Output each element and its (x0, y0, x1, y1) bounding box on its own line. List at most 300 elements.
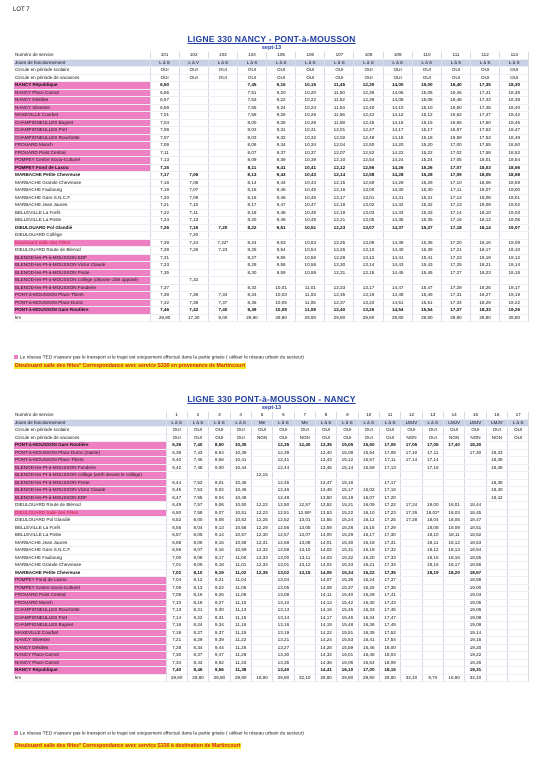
time-cell (422, 607, 443, 615)
time-cell (401, 472, 422, 480)
time-cell: 7,26 (150, 224, 179, 232)
time-cell: 19,16 (465, 637, 486, 645)
time-cell: 14,06 (383, 89, 412, 97)
time-cell (179, 97, 208, 105)
time-cell (486, 547, 507, 555)
time-cell: 12,42 (354, 112, 383, 120)
time-cell: 6,57 (150, 97, 179, 105)
time-cell: 12,59* (294, 509, 315, 517)
time-cell: 8,32 (237, 284, 266, 292)
time-cell: L à S (325, 59, 354, 67)
time-cell: 18,39 (486, 479, 507, 487)
time-cell: 16,50 (441, 104, 470, 112)
time-cell: 13,22 (354, 299, 383, 307)
stop-name: PONT-à-MOUSSON Place Thiers (14, 292, 150, 300)
time-cell: 18,01 (443, 502, 464, 510)
time-cell: 13,01 (294, 517, 315, 525)
table-row (14, 547, 529, 555)
time-cell: 15,51 (337, 629, 358, 637)
table-row (14, 457, 529, 465)
stop-name: MAXEVILLE Courbet (14, 112, 150, 120)
time-cell: 7,31 (150, 254, 179, 262)
time-cell: 10,54 (296, 247, 325, 255)
time-cell (508, 442, 529, 450)
time-cell: 16,52 (441, 112, 470, 120)
time-cell: 12,50 (273, 502, 294, 510)
time-cell: 7,02 (166, 569, 187, 577)
time-cell: 13,40 (273, 667, 294, 675)
time-cell: 8,14 (237, 179, 266, 187)
time-cell: 8,06 (187, 539, 208, 547)
time-cell: 13,10 (354, 247, 383, 255)
time-cell: 29,80 (296, 314, 325, 322)
time-cell (237, 277, 266, 285)
time-cell: 16,48 (358, 652, 379, 660)
stop-name: Circule en période de vacances (14, 434, 166, 442)
time-cell: 29,80 (412, 314, 441, 322)
time-cell: 12,59 (273, 547, 294, 555)
correspondence-note: Dieulouard salle des fêtes* Correspondance avec service S330 en provenance de Martincourt (15, 363, 246, 369)
time-cell: 12,23 (325, 224, 354, 232)
time-cell (401, 487, 422, 495)
time-cell (422, 592, 443, 600)
time-cell (251, 652, 272, 660)
time-cell: 9,28 (267, 119, 296, 127)
time-cell: 18,04 (379, 652, 400, 660)
table-row (14, 82, 529, 90)
time-cell: 111 (441, 52, 470, 59)
time-cell: 13,35 (273, 659, 294, 667)
time-cell: 17,45 (471, 104, 500, 112)
time-cell: 17,05 (441, 157, 470, 165)
time-cell (508, 584, 529, 592)
table-row (14, 112, 529, 120)
time-cell: 15,14 (337, 464, 358, 472)
time-cell (179, 112, 208, 120)
time-cell: 8,10 (187, 569, 208, 577)
table-row (14, 209, 529, 217)
time-cell: 10,45 (296, 187, 325, 195)
time-cell: 14,01 (315, 539, 336, 547)
time-cell: 6,56 (166, 524, 187, 532)
time-cell (486, 592, 507, 600)
time-cell (486, 607, 507, 615)
time-cell: 17,16 (422, 464, 443, 472)
time-cell (179, 142, 208, 150)
time-cell: 17,05 (401, 442, 422, 450)
time-cell: 10,59 (230, 547, 251, 555)
time-cell: 14,39 (383, 239, 412, 247)
time-cell (179, 82, 208, 90)
time-cell: L à S (441, 59, 470, 67)
time-cell: 29,80 (379, 674, 400, 682)
time-cell: 9,34 (209, 622, 230, 630)
time-cell: 8,39 (237, 307, 266, 315)
time-cell (508, 494, 529, 502)
time-cell: 12,32 (251, 547, 272, 555)
time-cell (150, 232, 179, 240)
time-cell: 18,17 (471, 247, 500, 255)
table-row (14, 667, 529, 675)
time-cell: 18,42 (500, 112, 529, 120)
time-cell (422, 494, 443, 502)
time-cell: 15,06 (412, 89, 441, 97)
time-cell: L à S (209, 419, 230, 427)
time-cell: L à S (358, 419, 379, 427)
time-cell (294, 614, 315, 622)
time-cell: 10,39 (296, 157, 325, 165)
time-cell: 8,29 (237, 262, 266, 270)
time-cell: OUI (325, 74, 354, 82)
table-row (14, 502, 529, 510)
time-cell: 14,08 (383, 97, 412, 105)
time-cell: 7,15 (150, 164, 179, 172)
time-cell: 17,40 (443, 442, 464, 450)
table-row (14, 442, 529, 450)
time-cell: 17,18 (441, 224, 470, 232)
time-cell (294, 487, 315, 495)
time-cell: L à S (412, 59, 441, 67)
time-cell: 7,28 (150, 239, 179, 247)
time-cell (315, 472, 336, 480)
time-cell: 7,13 (179, 217, 208, 225)
stop-name: PONT-à-MOUSSON Place Duroc (mairie) (14, 449, 166, 457)
time-cell (208, 134, 237, 142)
time-cell: 18,52 (500, 149, 529, 157)
time-cell: L à S (187, 419, 208, 427)
time-cell: 16,90 (443, 674, 464, 682)
time-cell: 10,05 (267, 299, 296, 307)
time-cell: 18,25 (471, 284, 500, 292)
time-cell (508, 622, 529, 630)
time-cell: 16,20 (358, 554, 379, 562)
time-cell: 29,80 (273, 674, 294, 682)
time-cell: L à S (230, 419, 251, 427)
stop-name: PONT-à-MOUSSON Gare Routière (14, 307, 150, 315)
time-cell (294, 472, 315, 480)
timetable-title: LIGNE 330 NANCY - PONT-à-MOUSSON (187, 34, 356, 44)
time-cell: 17,22 (379, 502, 400, 510)
time-cell: 5 (251, 412, 272, 419)
time-cell: 9,25 (209, 592, 230, 600)
time-cell: 15,45 (412, 269, 441, 277)
stop-name: BLENOD-les-Pt-à-MOUSSON EDF (14, 254, 150, 262)
stop-name: km (14, 674, 166, 682)
stop-name: BLENOD-les-Pt-à-MOUSSON Victor Claude (14, 262, 150, 270)
time-cell: 19,05 (465, 599, 486, 607)
time-cell: 8,27 (187, 629, 208, 637)
time-cell (296, 277, 325, 285)
time-cell: 18,04 (422, 517, 443, 525)
time-cell (208, 202, 237, 210)
time-cell: 8,09 (187, 562, 208, 570)
time-cell: 9,41 (267, 164, 296, 172)
time-cell (208, 209, 237, 217)
table-row (14, 179, 529, 187)
time-cell: 12,30 (325, 262, 354, 270)
time-cell: 7,46 (187, 457, 208, 465)
time-cell: 16,54 (358, 659, 379, 667)
time-cell: 7,08 (166, 592, 187, 600)
time-cell: 7,01 (150, 112, 179, 120)
time-cell: 16,33 (358, 607, 379, 615)
time-cell: 12,22 (251, 502, 272, 510)
stop-name: BELLEVILLE La Forêt (14, 209, 150, 217)
time-cell: 13,35 (315, 442, 336, 450)
stop-name: DIEULOUARD Salle des Fêtes (14, 509, 166, 517)
time-cell: 17,34 (379, 562, 400, 570)
time-cell: 8,22 (237, 224, 266, 232)
time-cell: 17,16 (441, 217, 470, 225)
time-cell (401, 479, 422, 487)
time-cell (208, 284, 237, 292)
time-cell: 17,30 (179, 314, 208, 322)
time-cell: 7,10 (166, 599, 187, 607)
time-cell: 18,02* (422, 509, 443, 517)
time-cell: 8,24 (187, 622, 208, 630)
table-row (14, 562, 529, 570)
time-cell: 8,16 (187, 592, 208, 600)
time-cell: 18,09 (471, 202, 500, 210)
time-cell: 9,20 (267, 89, 296, 97)
time-cell: OUI (443, 427, 464, 435)
time-cell (508, 472, 529, 480)
time-cell: 15,42 (337, 599, 358, 607)
time-cell: 16,25 (358, 584, 379, 592)
table-row (14, 569, 529, 577)
time-cell: 12,47 (354, 127, 383, 135)
time-cell (486, 442, 507, 450)
time-cell: 13,14 (354, 262, 383, 270)
time-cell (354, 277, 383, 285)
time-cell: 7,42 (150, 299, 179, 307)
time-cell (471, 232, 500, 240)
time-cell: 18,20 (443, 569, 464, 577)
time-cell: 13,00 (354, 187, 383, 195)
table-row (14, 652, 529, 660)
time-cell: 106 (296, 52, 325, 59)
stop-name: NANCY Silvestre (14, 104, 150, 112)
time-cell: 17,29 (441, 284, 470, 292)
time-cell: 17,11 (422, 449, 443, 457)
timetable-subtitle: sept-13 (261, 405, 282, 411)
time-cell (294, 667, 315, 675)
stop-name: MARBACHE Grande Chevreuse (14, 179, 150, 187)
time-cell: 6,50 (166, 509, 187, 517)
time-cell: 19,22 (500, 299, 529, 307)
time-cell (208, 97, 237, 105)
time-cell: 17,11 (379, 457, 400, 465)
time-cell: 15,15 (412, 119, 441, 127)
time-cell: 13,08 (273, 592, 294, 600)
time-cell: 11,19 (230, 629, 251, 637)
time-cell: 29,80 (150, 314, 179, 322)
table-row (14, 517, 529, 525)
time-cell: 7,20 (179, 232, 208, 240)
time-cell: 16,36 (358, 622, 379, 630)
time-cell: 8,11 (237, 164, 266, 172)
time-cell: 13,03 (354, 209, 383, 217)
time-cell: 9,31 (267, 127, 296, 135)
stop-name: DIEULOUARD Route de Blénod (14, 502, 166, 510)
time-cell: 8,15 (237, 187, 266, 195)
time-cell (179, 262, 208, 270)
table-row (14, 449, 529, 457)
time-cell: 6,38 (166, 449, 187, 457)
table-row (14, 157, 529, 165)
time-cell: 15,43 (412, 262, 441, 270)
time-cell: 12,31 (251, 539, 272, 547)
time-cell (486, 509, 507, 517)
legend-swatch (14, 355, 18, 359)
time-cell (465, 479, 486, 487)
time-cell: 10,58 (296, 262, 325, 270)
time-cell: 7,36 (179, 292, 208, 300)
time-cell: 6,59 (150, 104, 179, 112)
table-row (14, 554, 529, 562)
table-row (14, 119, 529, 127)
time-cell: 17,11 (441, 187, 470, 195)
time-cell: NON (465, 434, 486, 442)
table-row (14, 494, 529, 502)
table-row (14, 532, 529, 540)
stop-name: NANCY Désilles (14, 97, 150, 105)
time-cell: 9,02 (209, 487, 230, 495)
time-cell: 15,40 (337, 592, 358, 600)
time-cell: 10,37 (296, 149, 325, 157)
time-cell: 10,08 (267, 307, 296, 315)
time-cell: 29,80 (500, 314, 529, 322)
time-cell: 19,03 (500, 209, 529, 217)
time-cell: 14,10 (383, 104, 412, 112)
stop-name: Jours de fonctionnement (14, 59, 150, 67)
stop-name: BLENOD-les-Pt-à-MOUSSON collège (arrêt devant le collège) (14, 472, 166, 480)
time-cell: 15,28 (337, 524, 358, 532)
time-cell: 9,16 (209, 547, 230, 555)
time-cell: 8,02 (237, 127, 266, 135)
time-cell: 29,80 (471, 314, 500, 322)
time-cell: 12,48 (354, 134, 383, 142)
time-cell: 13 (422, 412, 443, 419)
time-cell: 16,57 (441, 127, 470, 135)
time-cell: 19,03 (465, 592, 486, 600)
time-cell: 10,51 (230, 509, 251, 517)
time-cell: 13,55 (315, 517, 336, 525)
time-cell: 18,40 (486, 487, 507, 495)
stop-name: NANCY Silvestre (14, 637, 166, 645)
time-cell: 8,27 (237, 254, 266, 262)
time-cell: 18,53 (465, 539, 486, 547)
stop-name: NANCY Désilles (14, 644, 166, 652)
time-cell: 17,09 (441, 172, 470, 180)
time-cell: 11,58 (325, 119, 354, 127)
time-cell: OUI (209, 434, 230, 442)
time-cell: 16,17 (358, 532, 379, 540)
time-cell: 12,50 (354, 142, 383, 150)
time-cell: 9,01 (209, 479, 230, 487)
time-cell (383, 232, 412, 240)
time-cell: 7,51 (237, 89, 266, 97)
time-cell: 10,34 (296, 142, 325, 150)
time-cell: 14,47 (383, 284, 412, 292)
time-cell (294, 599, 315, 607)
time-cell: 12,28 (325, 254, 354, 262)
time-cell: 18,44 (465, 502, 486, 510)
time-cell: 15,57 (358, 457, 379, 465)
time-cell: 7,16 (166, 622, 187, 630)
table-row (14, 232, 529, 240)
table-row (14, 187, 529, 195)
time-cell (443, 652, 464, 660)
time-cell: 17,53 (471, 134, 500, 142)
time-cell: 7,55 (187, 494, 208, 502)
time-cell: 10,44 (296, 179, 325, 187)
time-cell (508, 539, 529, 547)
time-cell: 7,23 (208, 247, 237, 255)
time-cell: 7,22* (208, 239, 237, 247)
time-cell: 18,33 (486, 449, 507, 457)
stop-name: Jours de fonctionnement (14, 419, 166, 427)
time-cell (443, 659, 464, 667)
time-cell: 12,25 (251, 517, 272, 525)
time-cell: 12,21 (325, 217, 354, 225)
time-cell: 19,00 (500, 187, 529, 195)
time-cell: 17,12 (441, 194, 470, 202)
time-cell: 14,32 (315, 652, 336, 660)
time-cell: NON (443, 434, 464, 442)
time-cell (486, 674, 507, 682)
time-cell: 14,00 (383, 82, 412, 90)
time-cell: 18,51 (465, 524, 486, 532)
timetable (14, 412, 529, 682)
time-cell (251, 629, 272, 637)
time-cell: 19,05 (500, 217, 529, 225)
stop-name: BELLEVILLE La Forêt (14, 524, 166, 532)
time-cell: 8,20 (237, 217, 266, 225)
time-cell: 18,19 (471, 254, 500, 262)
time-cell (443, 614, 464, 622)
time-cell: 7,17 (150, 172, 179, 180)
time-cell (508, 554, 529, 562)
time-cell: 18,21 (471, 262, 500, 270)
time-cell (443, 622, 464, 630)
time-cell: OUI (486, 427, 507, 435)
time-cell (508, 607, 529, 615)
time-cell: 17,20 (379, 494, 400, 502)
time-cell: OUI (465, 427, 486, 435)
time-cell: OUI (208, 67, 237, 75)
time-cell: 29,80 (383, 314, 412, 322)
time-cell (443, 592, 464, 600)
time-cell (294, 622, 315, 630)
time-cell: 18,90 (251, 674, 272, 682)
stop-name: NANCY Place Carnot (14, 652, 166, 660)
table-row (14, 419, 529, 427)
time-cell (251, 644, 272, 652)
stop-name: DIEULOUARD Pol Glandié (14, 224, 150, 232)
time-cell: 14,24 (383, 157, 412, 165)
time-cell: 12,30 (251, 532, 272, 540)
stop-name: NANCY Place Carnot (14, 89, 150, 97)
time-cell: OUI (166, 427, 187, 435)
time-cell: 11,01 (296, 284, 325, 292)
time-cell (465, 487, 486, 495)
time-cell: 9,26 (267, 112, 296, 120)
timetable-section-nancy-pam (14, 34, 529, 322)
time-cell: 7,21 (150, 202, 179, 210)
time-cell: OUI (237, 74, 266, 82)
time-cell: 19,31 (465, 667, 486, 675)
